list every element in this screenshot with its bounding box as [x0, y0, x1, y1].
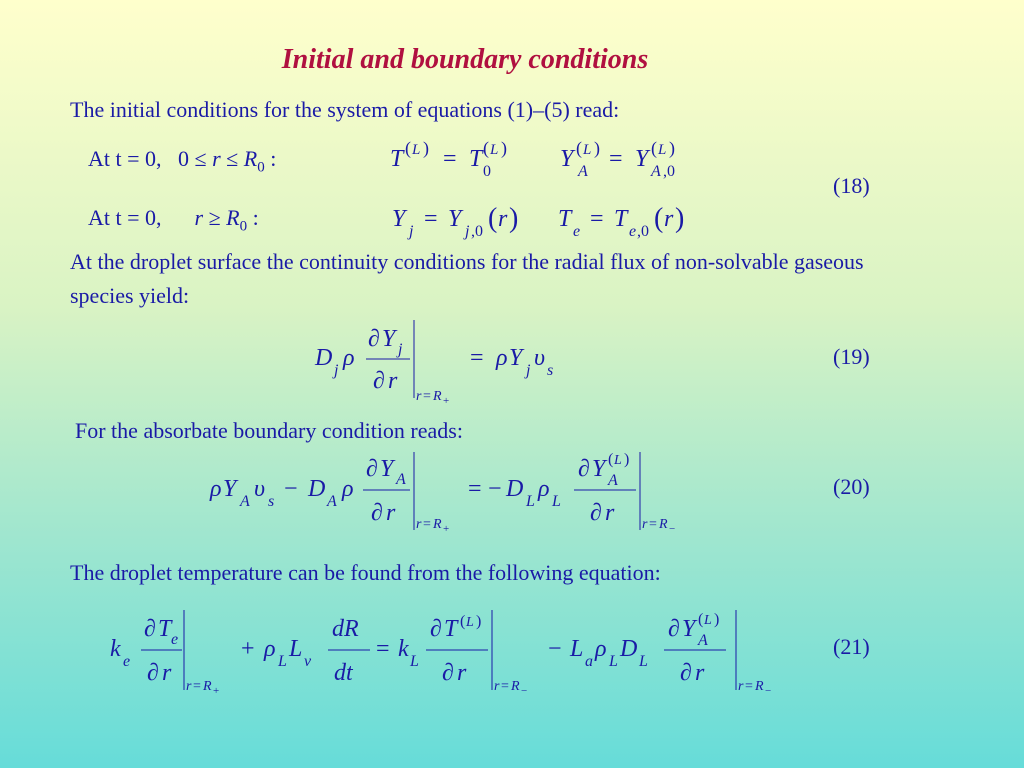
svg-text:ρ: ρ [264, 636, 276, 662]
svg-text:+: + [443, 395, 450, 407]
svg-text:∂: ∂ [366, 456, 378, 482]
eq18-row2-condition: $r \ge R_0$ : [194, 205, 259, 235]
svg-text:ρ: ρ [496, 345, 508, 371]
svg-text:a: a [585, 653, 593, 670]
svg-text:e: e [629, 223, 637, 240]
svg-text:ρ: ρ [342, 476, 354, 502]
svg-text:=: = [649, 517, 657, 532]
svg-text:+: + [213, 685, 220, 697]
svg-text:): ) [509, 203, 519, 234]
svg-text:e: e [573, 223, 581, 240]
svg-text:): ) [669, 138, 675, 158]
svg-text:ρ: ρ [343, 345, 355, 371]
svg-text:L: L [552, 493, 561, 510]
svg-text:R: R [659, 517, 668, 532]
eq20-formula [208, 448, 708, 538]
svg-text:r: r [605, 500, 615, 526]
svg-text:Y: Y [382, 326, 396, 352]
svg-text:=: = [470, 345, 484, 371]
svg-text:=: = [423, 517, 431, 532]
svg-text:L: L [704, 613, 712, 628]
svg-text:j: j [334, 362, 339, 379]
svg-text:=: = [376, 636, 390, 662]
svg-text:T: T [469, 146, 483, 172]
svg-text:=: = [468, 476, 482, 502]
svg-text:r: r [457, 660, 467, 686]
svg-text:(: ( [651, 138, 657, 158]
eq21-formula [108, 606, 808, 701]
svg-text:L: L [658, 142, 667, 158]
svg-text:L: L [410, 653, 419, 670]
svg-text:r: r [416, 517, 422, 532]
eq18-row1 [88, 146, 276, 176]
svg-text:j: j [526, 362, 531, 379]
eq18-row1-condition: $0 \le r \le R_0$ : [167, 146, 277, 176]
svg-text:): ) [501, 138, 507, 158]
svg-text:(: ( [576, 138, 582, 158]
svg-text:L: L [490, 142, 499, 158]
svg-text:v: v [304, 653, 312, 670]
svg-text:L: L [609, 653, 618, 670]
slide-title: Initial and boundary conditions [281, 44, 649, 75]
svg-text:L: L [466, 615, 474, 630]
eq20-number: (20) [833, 474, 870, 499]
svg-text:=: = [745, 679, 753, 694]
svg-text:r: r [416, 389, 422, 404]
svg-text:∂: ∂ [442, 660, 454, 686]
svg-text:j: j [398, 341, 403, 358]
svg-text:T: T [614, 206, 628, 232]
paragraph-temperature: The droplet temperature can be found from the following equation: [70, 560, 661, 585]
svg-text:D: D [308, 476, 326, 502]
svg-text:(: ( [698, 611, 704, 628]
svg-text:,0: ,0 [637, 223, 649, 240]
svg-text:=: = [609, 146, 623, 172]
svg-text:R: R [433, 517, 442, 532]
svg-text:r: r [695, 660, 705, 686]
svg-text:(: ( [483, 138, 489, 158]
svg-text:∂: ∂ [668, 616, 680, 642]
svg-text:∂: ∂ [371, 500, 383, 526]
svg-text:s: s [547, 362, 554, 379]
eq18-number: (18) [833, 173, 870, 198]
svg-text:r: r [494, 679, 500, 694]
svg-text:dR: dR [332, 616, 359, 642]
svg-text:=: = [590, 206, 604, 232]
svg-text:,0: ,0 [663, 163, 675, 180]
svg-text:+: + [241, 636, 255, 662]
svg-text:j: j [465, 223, 470, 240]
svg-text:=: = [501, 679, 509, 694]
svg-text:(: ( [654, 203, 664, 234]
svg-text:r: r [162, 660, 172, 686]
svg-text:L: L [278, 653, 287, 670]
svg-text:∂: ∂ [144, 616, 156, 642]
svg-text:(: ( [488, 203, 498, 234]
svg-text:k: k [110, 636, 121, 662]
eq18-row2 [88, 205, 259, 235]
svg-text:j: j [409, 223, 414, 240]
svg-text:k: k [398, 636, 409, 662]
svg-text:T: T [558, 206, 572, 232]
svg-text:=: = [193, 679, 201, 694]
svg-text:L: L [583, 142, 592, 158]
svg-text:Y: Y [635, 146, 649, 172]
eq19-formula [310, 318, 590, 408]
svg-text:R: R [203, 679, 212, 694]
svg-text:L: L [614, 453, 622, 468]
svg-text:R: R [755, 679, 764, 694]
svg-text:A: A [651, 163, 661, 180]
svg-text:e: e [123, 653, 131, 670]
svg-text:ρ: ρ [210, 476, 222, 502]
svg-text:D: D [315, 345, 333, 371]
svg-text:A: A [396, 471, 406, 488]
svg-text:Y: Y [592, 456, 606, 482]
svg-text:−: − [548, 636, 562, 662]
svg-text:D: D [506, 476, 524, 502]
paragraph-initial-conditions: The initial conditions for the system of equations (1)–(5) read: [70, 97, 620, 122]
eq19-number: (19) [833, 344, 870, 369]
svg-text:dt: dt [334, 660, 353, 686]
svg-text:=: = [424, 206, 438, 232]
svg-text:Y: Y [392, 206, 406, 232]
svg-text:): ) [594, 138, 600, 158]
svg-text:∂: ∂ [680, 660, 692, 686]
svg-text:T: T [444, 616, 458, 642]
svg-text:L: L [639, 653, 648, 670]
svg-text:R: R [511, 679, 520, 694]
svg-text:Y: Y [682, 616, 696, 642]
svg-text:0: 0 [483, 163, 491, 180]
svg-text:T: T [390, 146, 404, 172]
svg-text:L: L [289, 636, 303, 662]
svg-text:L: L [526, 493, 535, 510]
svg-text:+: + [443, 523, 450, 535]
svg-text:Y: Y [509, 345, 523, 371]
svg-text:−: − [284, 476, 298, 502]
svg-text:(: ( [460, 613, 466, 630]
paragraph-droplet-surface: At the droplet surface the continuity conditions for the radial flux of non-solvable gaseous species yield: [70, 249, 864, 308]
svg-text:A: A [578, 163, 588, 180]
svg-text:r: r [642, 517, 648, 532]
svg-text:=: = [423, 389, 431, 404]
svg-text:,0: ,0 [471, 223, 483, 240]
svg-text:): ) [476, 613, 482, 630]
eq18-row1-prefix: At t = 0, [88, 146, 162, 171]
svg-text:ρ: ρ [595, 636, 607, 662]
eq18-row1-formulas [385, 132, 705, 182]
svg-text:A: A [608, 472, 618, 489]
svg-text:∂: ∂ [147, 660, 159, 686]
svg-text:): ) [675, 203, 685, 234]
svg-text:e: e [171, 631, 179, 648]
svg-text:Y: Y [223, 476, 237, 502]
svg-text:=: = [443, 146, 457, 172]
svg-text:r: r [498, 206, 508, 232]
svg-text:υ: υ [254, 476, 266, 502]
svg-text:ρ: ρ [538, 476, 550, 502]
svg-text:A: A [327, 493, 337, 510]
svg-text:R: R [433, 389, 442, 404]
svg-text:−: − [765, 685, 772, 697]
svg-text:): ) [423, 138, 429, 158]
svg-text:(: ( [608, 451, 614, 468]
svg-text:): ) [714, 611, 720, 628]
svg-text:∂: ∂ [590, 500, 602, 526]
svg-text:r: r [388, 368, 398, 394]
svg-text:D: D [620, 636, 638, 662]
svg-text:A: A [698, 632, 708, 649]
svg-text:−: − [488, 476, 502, 502]
eq18-row2-formulas [390, 196, 710, 246]
svg-text:A: A [240, 493, 250, 510]
svg-text:(: ( [405, 138, 411, 158]
svg-text:−: − [521, 685, 528, 697]
svg-text:r: r [738, 679, 744, 694]
svg-text:υ: υ [534, 345, 546, 371]
svg-text:r: r [186, 679, 192, 694]
svg-text:s: s [268, 493, 275, 510]
svg-text:−: − [669, 523, 676, 535]
svg-text:L: L [570, 636, 584, 662]
svg-text:T: T [158, 616, 172, 642]
svg-text:∂: ∂ [430, 616, 442, 642]
eq18-row2-prefix: At t = 0, [88, 205, 162, 230]
svg-text:∂: ∂ [578, 456, 590, 482]
svg-text:Y: Y [380, 456, 394, 482]
svg-text:Y: Y [448, 206, 462, 232]
svg-text:): ) [624, 451, 630, 468]
svg-text:r: r [386, 500, 396, 526]
svg-text:Y: Y [560, 146, 574, 172]
paragraph-absorbate: For the absorbate boundary condition reads: [75, 418, 463, 443]
svg-text:r: r [664, 206, 674, 232]
svg-text:L: L [412, 142, 421, 158]
svg-text:∂: ∂ [368, 326, 380, 352]
eq21-number: (21) [833, 634, 870, 659]
svg-text:∂: ∂ [373, 368, 385, 394]
